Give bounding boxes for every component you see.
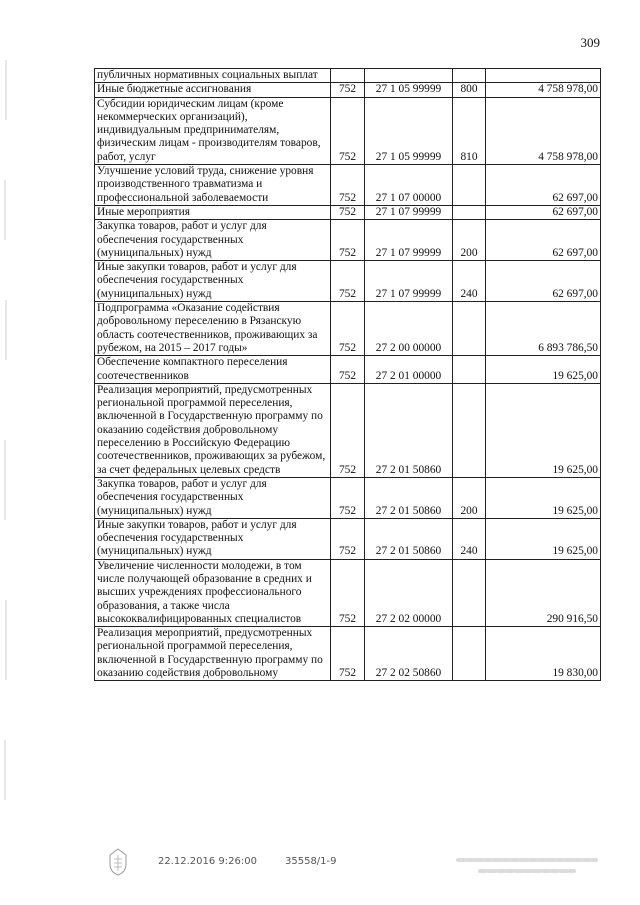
- row-code-cell: 752: [331, 383, 365, 477]
- watermark-stamp: [452, 852, 602, 878]
- row-target-cell: 27 1 05 99999: [365, 83, 453, 97]
- row-amount-cell: 19 625,00: [486, 477, 601, 518]
- table-row: [95, 165, 601, 206]
- row-amount-cell: 290 916,50: [486, 559, 601, 626]
- row-type-cell: 810: [453, 97, 486, 164]
- table-row: [95, 220, 601, 261]
- row-type-cell: 240: [453, 261, 486, 302]
- row-code-cell: 752: [331, 165, 365, 206]
- row-amount-cell: 19 625,00: [486, 383, 601, 477]
- table-row: [95, 627, 601, 681]
- row-amount-cell: 4 758 978,00: [486, 83, 601, 97]
- row-code-cell: 752: [331, 518, 365, 559]
- row-name-cell: Закупка товаров, работ и услуг для обеспечения государственных (муниципальных) нужд: [95, 220, 331, 261]
- row-type-cell: [453, 165, 486, 206]
- row-type-cell: 200: [453, 477, 486, 518]
- row-target-cell: 27 2 02 00000: [365, 559, 453, 626]
- row-name-cell: Увеличение численности молодежи, в том числе получающей образование в средних и высших учреждениях профессионального образования, а также числа высококвалифицированных специалистов: [95, 559, 331, 626]
- row-amount-cell: 19 625,00: [486, 356, 601, 384]
- row-target-cell: 27 1 07 99999: [365, 220, 453, 261]
- row-name-cell: Субсидии юридическим лицам (кроме некоммерческих организаций), индивидуальным предпринимателям, физическим лицам - производителям товаров, работ, услуг: [95, 97, 331, 164]
- row-amount-cell: 62 697,00: [486, 261, 601, 302]
- table-row: [95, 261, 601, 302]
- row-target-cell: 27 1 07 00000: [365, 165, 453, 206]
- page-number: 309: [580, 35, 600, 50]
- table-row: [95, 97, 601, 164]
- row-name-cell: Улучшение условий труда, снижение уровня производственного травматизма и профессиональной заболеваемости: [95, 165, 331, 206]
- row-target-cell: 27 2 01 50860: [365, 518, 453, 559]
- row-name-cell: Закупка товаров, работ и услуг для обеспечения государственных (муниципальных) нужд: [95, 477, 331, 518]
- row-code-cell: 752: [331, 302, 365, 356]
- row-type-cell: [453, 69, 486, 83]
- scan-margin-marks: [0, 0, 14, 905]
- row-amount-cell: 62 697,00: [486, 165, 601, 206]
- row-target-cell: 27 2 00 00000: [365, 302, 453, 356]
- row-type-cell: [453, 627, 486, 681]
- footer-date: 22.12.2016 9:26:00: [158, 856, 257, 867]
- table-row: [95, 383, 601, 477]
- row-code-cell: 752: [331, 477, 365, 518]
- row-target-cell: 27 2 01 50860: [365, 477, 453, 518]
- row-name-cell: публичных нормативных социальных выплат: [95, 69, 331, 83]
- table-row: [95, 83, 601, 97]
- row-target-cell: 27 1 07 99999: [365, 205, 453, 219]
- row-amount-cell: 62 697,00: [486, 220, 601, 261]
- row-target-cell: [365, 69, 453, 83]
- table-row: [95, 69, 601, 83]
- row-code-cell: 752: [331, 205, 365, 219]
- row-amount-cell: 6 893 786,50: [486, 302, 601, 356]
- row-amount-cell: 4 758 978,00: [486, 97, 601, 164]
- row-type-cell: 800: [453, 83, 486, 97]
- row-target-cell: 27 1 05 99999: [365, 97, 453, 164]
- footer-document-id: 35558/1-9: [285, 856, 337, 867]
- row-name-cell: Обеспечение компактного переселения соотечественников: [95, 356, 331, 384]
- row-code-cell: 752: [331, 559, 365, 626]
- row-name-cell: Иные бюджетные ассигнования: [95, 83, 331, 97]
- row-name-cell: Иные мероприятия: [95, 205, 331, 219]
- row-type-cell: [453, 356, 486, 384]
- budget-table: [94, 68, 601, 681]
- row-name-cell: Реализация мероприятий, предусмотренных региональной программой переселения, включенной в Государственную программу по оказанию содействия добровольному переселению в Российскую Федерацию соотечественников, проживающих за рубежом, за счет федеральных целевых средств: [95, 383, 331, 477]
- emblem-icon: [104, 846, 132, 878]
- row-target-cell: 27 2 01 00000: [365, 356, 453, 384]
- row-type-cell: [453, 383, 486, 477]
- row-code-cell: 752: [331, 220, 365, 261]
- row-code-cell: 752: [331, 356, 365, 384]
- row-type-cell: [453, 205, 486, 219]
- row-type-cell: [453, 559, 486, 626]
- row-code-cell: 752: [331, 261, 365, 302]
- row-code-cell: 752: [331, 627, 365, 681]
- row-code-cell: [331, 69, 365, 83]
- row-type-cell: 240: [453, 518, 486, 559]
- row-type-cell: 200: [453, 220, 486, 261]
- row-target-cell: 27 1 07 99999: [365, 261, 453, 302]
- row-name-cell: Иные закупки товаров, работ и услуг для обеспечения государственных (муниципальных) нужд: [95, 518, 331, 559]
- row-type-cell: [453, 302, 486, 356]
- row-amount-cell: [486, 69, 601, 83]
- table-row: [95, 356, 601, 384]
- row-target-cell: 27 2 02 50860: [365, 627, 453, 681]
- row-amount-cell: 19 830,00: [486, 627, 601, 681]
- row-name-cell: Подпрограмма «Оказание содействия добровольному переселению в Рязанскую область соотечественников, проживающих за рубежом, на 2015 – 2017 годы»: [95, 302, 331, 356]
- table-row: [95, 518, 601, 559]
- row-amount-cell: 62 697,00: [486, 205, 601, 219]
- row-amount-cell: 19 625,00: [486, 518, 601, 559]
- table-row: [95, 205, 601, 219]
- row-name-cell: Иные закупки товаров, работ и услуг для обеспечения государственных (муниципальных) нужд: [95, 261, 331, 302]
- row-code-cell: 752: [331, 83, 365, 97]
- table-row: [95, 302, 601, 356]
- row-code-cell: 752: [331, 97, 365, 164]
- table-row: [95, 477, 601, 518]
- row-name-cell: Реализация мероприятий, предусмотренных региональной программой переселения, включенной в Государственную программу по оказанию содействия добровольному: [95, 627, 331, 681]
- row-target-cell: 27 2 01 50860: [365, 383, 453, 477]
- table-row: [95, 559, 601, 626]
